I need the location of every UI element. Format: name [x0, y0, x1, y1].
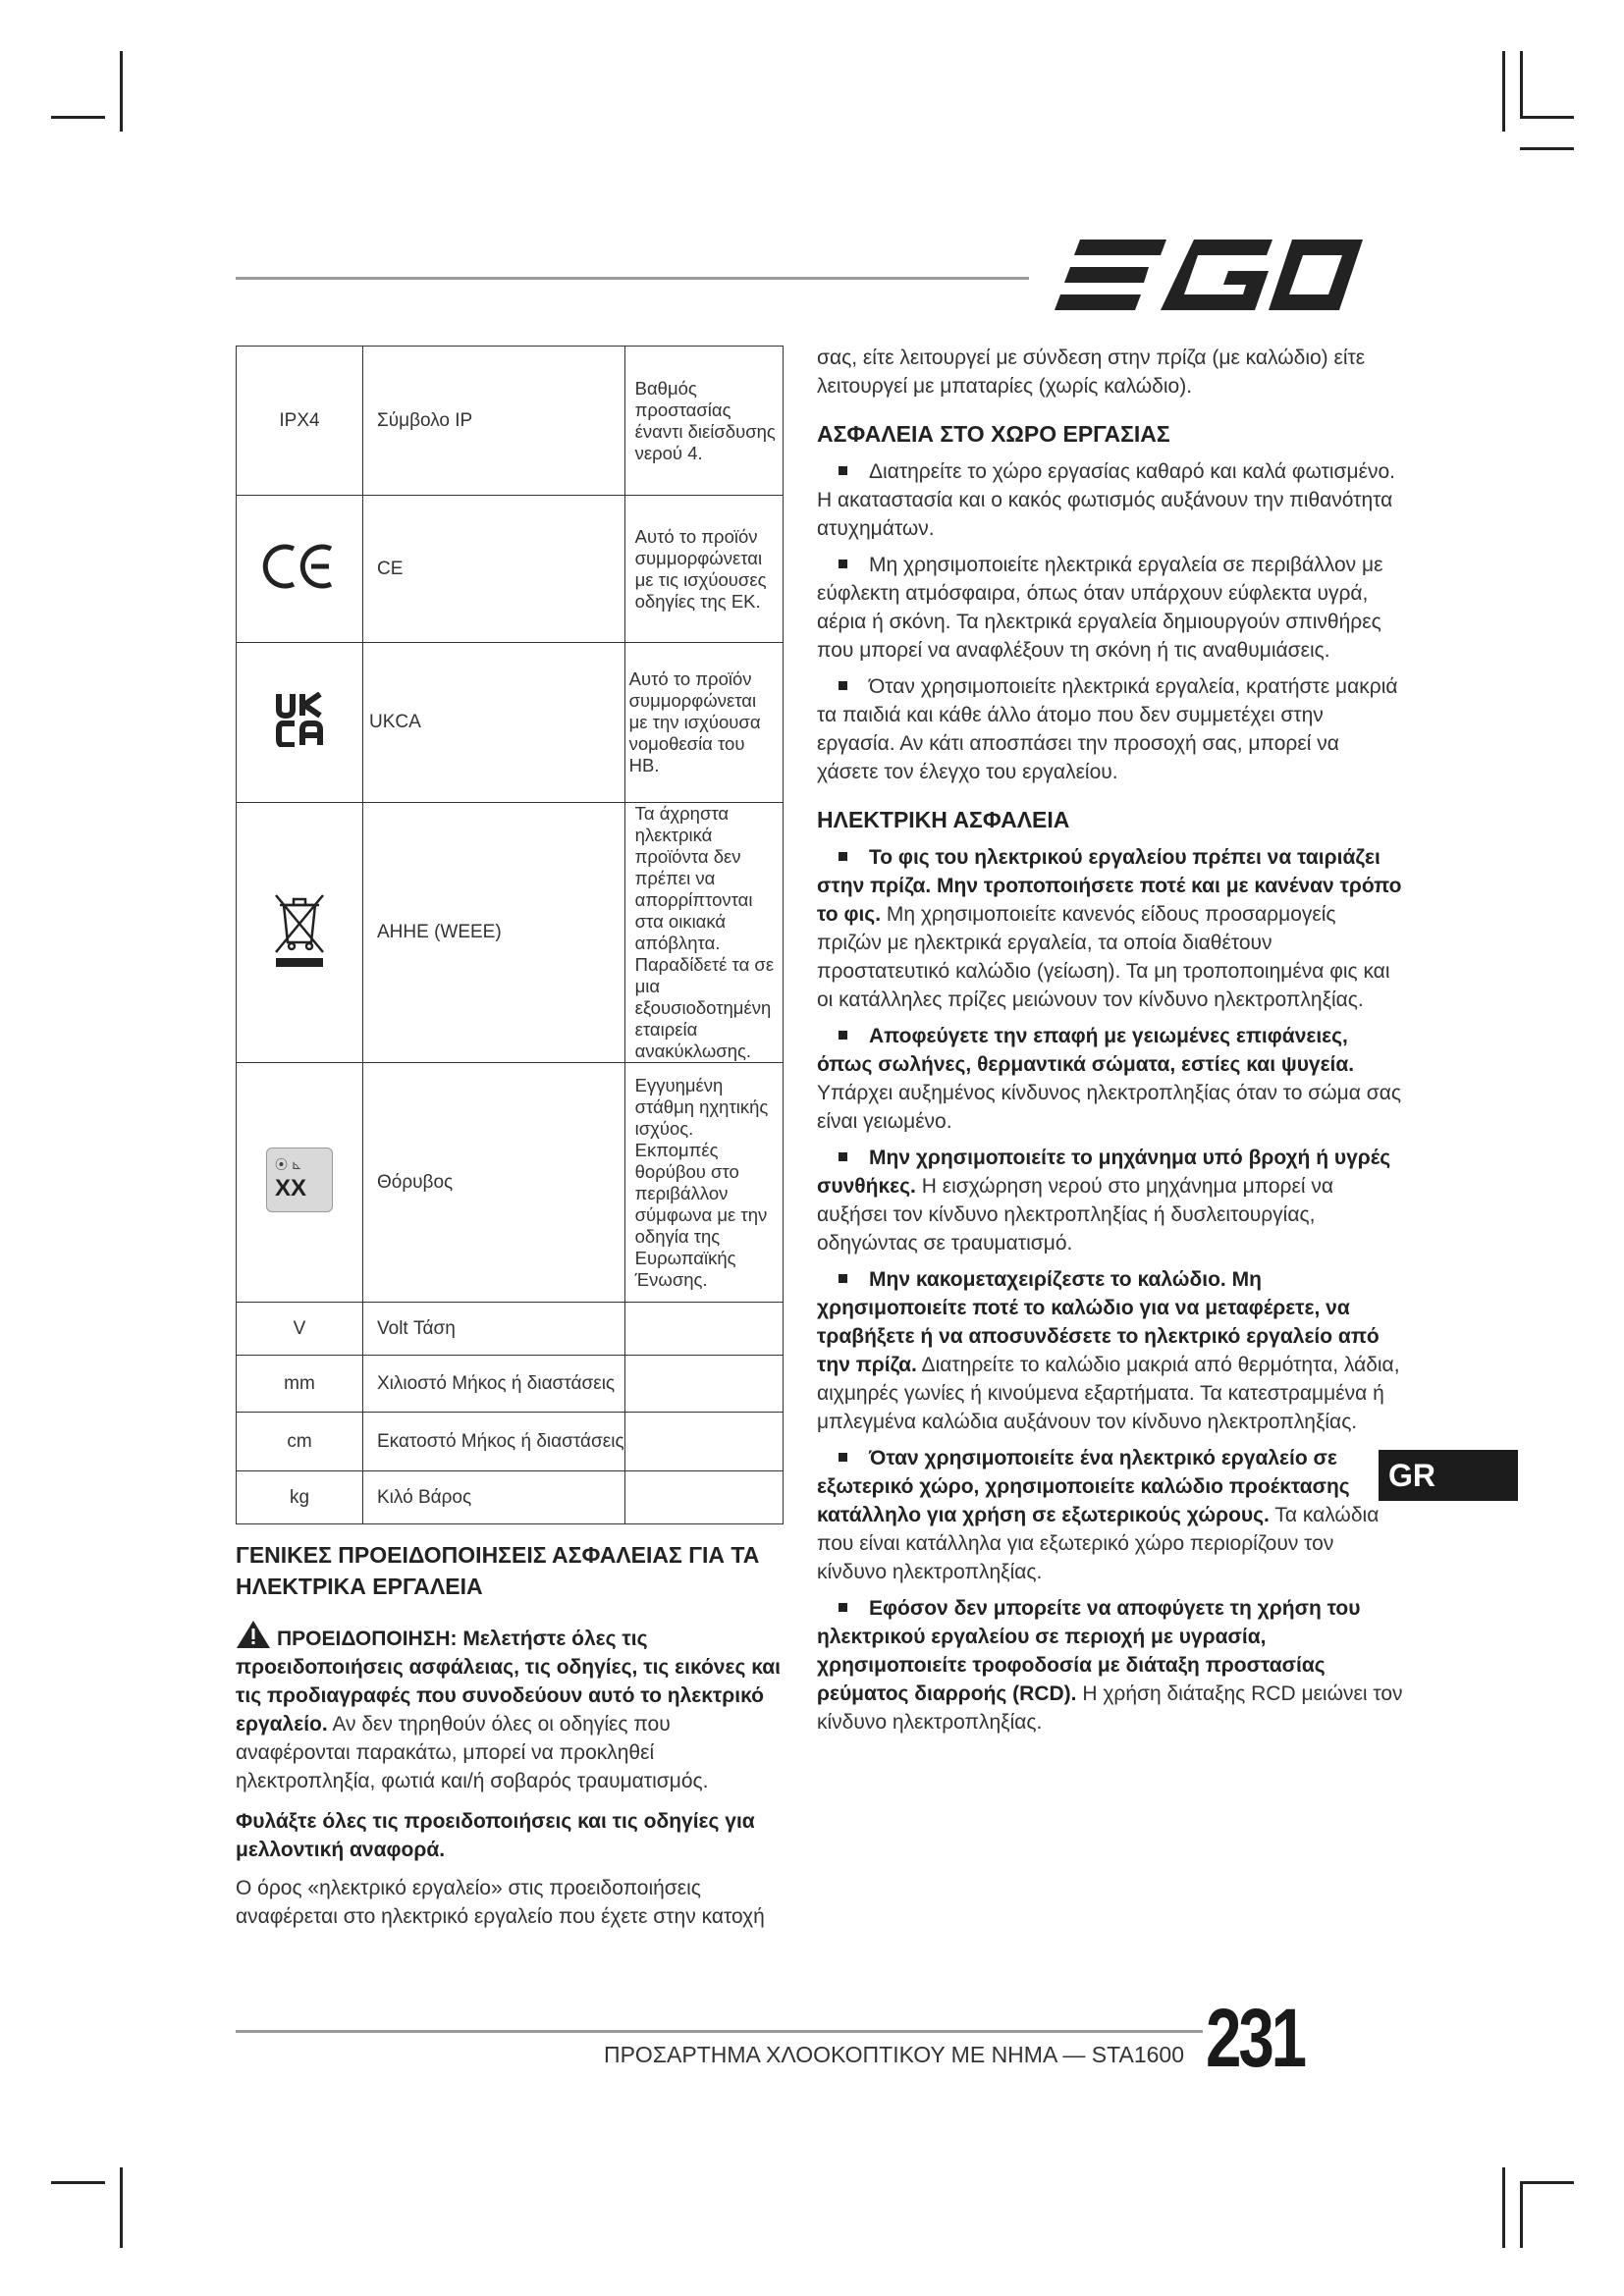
symbol-cell	[237, 643, 363, 803]
item-bold-text: Όταν χρησιμοποιείτε ένα ηλεκτρικό εργαλείο σε εξωτερικό χώρο, χρησιμοποιείτε καλώδιο προέκτασης κατάλληλο για χρήση σε εξωτερικούς χώρους.	[817, 1447, 1350, 1526]
crop-mark	[1502, 51, 1505, 132]
list-item	[817, 1265, 1406, 1436]
weee-bin-icon	[272, 891, 327, 968]
crop-mark	[1502, 2167, 1505, 2248]
symbol-cell	[237, 347, 363, 496]
right-column	[817, 344, 1406, 1736]
unit-name: Volt Τάση	[377, 1317, 456, 1339]
work-area-heading: ΑΣΦΑΛΕΙΑ ΣΤΟ ΧΩΡΟ ΕΡΓΑΣΙΑΣ	[817, 421, 1170, 447]
symbol-cell	[237, 1063, 363, 1303]
list-item	[817, 551, 1406, 665]
table-row	[237, 347, 784, 496]
description-cell: Αυτό το προϊόν συμμορφώνεται με την ισχύουσα νομοθεσία του ΗΒ.	[624, 643, 783, 803]
name-cell: Σύμβολο IP	[363, 347, 625, 496]
section-heading: ΓΕΝΙΚΕΣ ΠΡΟΕΙΔΟΠΟΙΗΣΕΙΣ ΑΣΦΑΛΕΙΑΣ ΓΙΑ ΤΑ ΗΛΕΚΤΡΙΚΑ ΕΡΓΑΛΕΙΑ	[236, 1542, 760, 1599]
description-cell: Αυτό το προϊόν συμμορφώνεται με τις ισχύουσες οδηγίες της ΕΚ.	[624, 496, 783, 643]
ce-mark-icon	[260, 543, 339, 590]
list-item	[817, 1594, 1406, 1736]
description-cell: Βαθμός προστασίας έναντι διείσδυσης νερού 4.	[624, 347, 783, 496]
crop-mark	[51, 116, 105, 119]
crop-mark	[1520, 51, 1523, 118]
bullet-icon	[839, 1603, 847, 1612]
warning-text: Αν δεν τηρηθούν όλες οι οδηγίες που αναφέρονται παρακάτω, μπορεί να προκληθεί ηλεκτροπληξία, φωτιά και/ή σοβαρός τραυματισμός.	[236, 1713, 709, 1792]
bullet-icon	[839, 852, 847, 861]
item-text: Τα καλώδια που είναι κατάλληλα για εξωτερικό χώρο περιορίζουν τον κίνδυνο ηλεκτροπληξίας.	[817, 1504, 1380, 1583]
crop-mark	[120, 51, 123, 132]
symbol-cell: kg	[237, 1471, 363, 1524]
item-bold-text: Το φις του ηλεκτρικού εργαλείου πρέπει να ταιριάζει στην πρίζα. Μην τροποποιήσετε ποτέ και με κανέναν τρόπο το φις.	[817, 846, 1402, 926]
table-row	[237, 1413, 784, 1471]
description-cell	[624, 1356, 783, 1413]
symbol-text: IPX4	[279, 409, 320, 431]
list-item	[817, 672, 1406, 786]
item-bold-text: Αποφεύγετε την επαφή με γειωμένες επιφάνειες, όπως σωλήνες, θερμαντικά σώματα, εστίες και ψυγεία.	[817, 1025, 1355, 1076]
item-text: Όταν χρησιμοποιείτε ηλεκτρικά εργαλεία, κρατήστε μακριά τα παιδιά και κάθε άλλο άτομο που δεν συμμετέχει στην εργασία. Αν κάτι αποσπάσει την προσοχή σας, μπορεί να χάσετε τον έλεγχο του εργαλείου.	[817, 675, 1398, 783]
table-row	[237, 643, 784, 803]
term-paragraph: Ο όρος «ηλεκτρικό εργαλείο» στις προειδοποιήσεις αναφέρεται στο ηλεκτρικό εργαλείο που έχετε στην κατοχή	[236, 1877, 765, 1928]
item-text: Η εισχώρηση νερού στο μηχάνημα μπορεί να αυξήσει τον κίνδυνο ηλεκτροπληξίας ή δυσλειτουργίας, οδηγώντας σε τραυματισμό.	[817, 1175, 1334, 1255]
unit-name: Εκατοστό Μήκος ή διαστάσεις	[377, 1430, 624, 1452]
ukca-mark-icon	[275, 692, 324, 747]
table-row	[237, 1063, 784, 1303]
item-bold-text: Μην κακομεταχειρίζεστε το καλώδιο. Μη χρησιμοποιείτε ποτέ το καλώδιο για να μεταφέρετε, να τραβήξετε ή να αποσυνδέσετε το ηλεκτρικό εργαλείο από την πρίζα.	[817, 1268, 1380, 1376]
page-number: 231	[1206, 1992, 1304, 2084]
keep-paragraph	[236, 1807, 785, 1864]
crop-mark	[120, 2167, 123, 2248]
noise-level-text: XX	[275, 1174, 307, 1201]
description-cell	[624, 1471, 783, 1524]
description-cell: Εγγυημένη στάθμη ηχητικής ισχύος. Εκπομπές θορύβου στο περιβάλλον σύμφωνα με την οδηγία της Ευρωπαϊκής Ένωσης.	[624, 1063, 783, 1303]
crop-mark	[1520, 2181, 1574, 2184]
warning-bold-text: Μελετήστε όλες τις προειδοποιήσεις ασφάλειας, τις οδηγίες, τις εικόνες και τις προδιαγραφές που συνοδεύουν αυτό το ηλεκτρικό εργαλείο.	[236, 1628, 781, 1735]
name-cell: ΑΗΗΕ (WEEE)	[363, 803, 625, 1063]
bullet-icon	[839, 1152, 847, 1161]
item-text: Μη χρησιμοποιείτε ηλεκτρικά εργαλεία σε περιβάλλον με εύφλεκτη ατμόσφαιρα, όπως όταν υπάρχουν εύφλεκτα υγρά, αέρια ή σκόνη. Τα ηλεκτρικά εργαλεία δημιουργούν σπινθήρες που μπορεί να αναφλέξουν τη σκόνη ή τις αναθυμιάσεις.	[817, 554, 1383, 662]
warning-paragraph	[236, 1620, 785, 1795]
noise-level-icon: ⦿ ⊾ XX	[266, 1148, 333, 1212]
symbol-cell: mm	[237, 1356, 363, 1413]
ego-logo	[1051, 236, 1365, 316]
symbol-cell: cm	[237, 1413, 363, 1471]
item-bold-text: Εφόσον δεν μπορείτε να αποφύγετε τη χρήση του ηλεκτρικού εργαλείου σε περιοχή με υγρασία, χρησιμοποιείτε τροφοδοσία με διάταξη προστασίας ρεύματος διαρροής (RCD).	[817, 1597, 1361, 1705]
list-item	[817, 1022, 1406, 1136]
item-text: Η χρήση διάταξης RCD μειώνει τον κίνδυνο ηλεκτροπληξίας.	[817, 1682, 1403, 1734]
table-row	[237, 1303, 784, 1356]
symbol-table	[236, 346, 784, 1524]
bullet-icon	[839, 560, 847, 568]
item-text: Διατηρείτε το χώρο εργασίας καθαρό και καλά φωτισμένο. Η ακαταστασία και ο κακός φωτισμός αυξάνουν την πιθανότητα ατυχημάτων.	[817, 460, 1395, 540]
table-row	[237, 496, 784, 643]
symbol-cell	[237, 803, 363, 1063]
bullet-icon	[839, 1274, 847, 1283]
item-bold-text: Μην χρησιμοποιείτε το μηχάνημα υπό βροχή ή υγρές συνθήκες.	[817, 1147, 1391, 1198]
table-row	[237, 1471, 784, 1524]
name-cell	[363, 1356, 625, 1413]
name-cell: Θόρυβος	[363, 1063, 625, 1303]
item-text: Υπάρχει αυξημένος κίνδυνος ηλεκτροπληξίας όταν το σώμα σας είναι γειωμένο.	[817, 1082, 1401, 1133]
bullet-icon	[839, 681, 847, 690]
symbol-cell: V	[237, 1303, 363, 1356]
name-cell: CE	[363, 496, 625, 643]
name-cell	[363, 1303, 625, 1356]
electrical-heading: ΗΛΕΚΤΡΙΚΗ ΑΣΦΑΛΕΙΑ	[817, 807, 1070, 832]
item-text: Διατηρείτε το καλώδιο μακριά από θερμότητα, λάδια, αιχμηρές γωνίες ή κινούμενα εξαρτήματα. Τα κατεστραμμένα ή μπλεγμένα καλώδια αυξάνουν τον κίνδυνο ηλεκτροπληξίας.	[817, 1354, 1400, 1433]
footer-rule	[236, 2030, 1203, 2033]
keep-bold-text: Φυλάξτε όλες τις προειδοποιήσεις και τις οδηγίες για μελλοντική αναφορά.	[236, 1810, 755, 1861]
crop-mark	[51, 2181, 105, 2184]
crop-mark	[1520, 2181, 1523, 2248]
item-text: Μη χρησιμοποιείτε κανενός είδους προσαρμογείς πριζών με ηλεκτρικά εργαλεία, τα οποία διαθέτουν προστατευτικό καλώδιο (γείωση). Τα μη τροποποιημένα φις και οι κατάλληλες πρίζες μειώνουν τον κίνδυνο ηλεκτροπληξίας.	[817, 903, 1390, 1011]
unit-name: Κιλό Βάρος	[377, 1486, 472, 1508]
name-cell	[363, 1413, 625, 1471]
footer-title: ΠΡΟΣΑΡΤΗΜΑ ΧΛΟΟΚΟΠΤΙΚΟΥ ΜΕ ΝΗΜΑ — STA1600	[603, 2042, 1184, 2067]
warning-triangle-icon	[236, 1620, 271, 1649]
language-tab: GR	[1379, 1450, 1518, 1501]
header-rule	[236, 277, 1029, 280]
table-row	[237, 803, 784, 1063]
crop-mark	[1520, 116, 1574, 119]
list-item	[817, 457, 1406, 543]
crop-mark	[1520, 147, 1574, 150]
continuation-paragraph: σας, είτε λειτουργεί με σύνδεση στην πρίζα (με καλώδιο) είτε λειτουργεί με μπαταρίες (χωρίς καλώδιο).	[817, 347, 1366, 398]
table-row	[237, 1356, 784, 1413]
description-cell: Τα άχρηστα ηλεκτρικά προϊόντα δεν πρέπει να απορρίπτονται στα οικιακά απόβλητα. Παραδίδετέ τα σε μια εξουσιοδοτημένη εταιρεία ανακύκλωσης.	[624, 803, 783, 1063]
symbol-cell	[237, 496, 363, 643]
list-item	[817, 1144, 1406, 1257]
name-cell	[363, 1471, 625, 1524]
description-cell	[624, 1413, 783, 1471]
warning-label: ΠΡΟΕΙΔΟΠΟΙΗΣΗ:	[277, 1628, 458, 1650]
unit-name: Χιλιοστό Μήκος ή διαστάσεις	[377, 1372, 616, 1394]
list-item	[817, 1444, 1406, 1586]
bullet-icon	[839, 1453, 847, 1462]
bullet-icon	[839, 466, 847, 475]
general-warnings-section	[236, 1539, 785, 1931]
name-cell: UKCA	[363, 643, 625, 803]
list-item	[817, 843, 1406, 1014]
bullet-icon	[839, 1031, 847, 1040]
description-cell	[624, 1303, 783, 1356]
